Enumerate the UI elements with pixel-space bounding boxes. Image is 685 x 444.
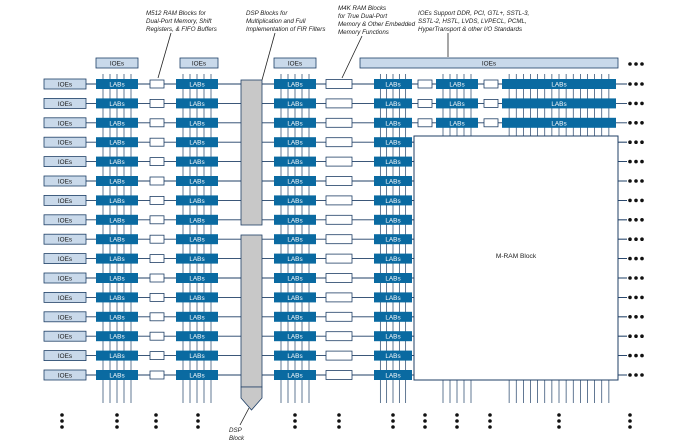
lab-label: LABs bbox=[385, 178, 401, 186]
lab-label: LABs bbox=[449, 100, 465, 108]
lab-label: LABs bbox=[287, 197, 303, 205]
lab-label: LABs bbox=[109, 275, 125, 283]
annotation-ioe-line-3: HyperTransport & other I/O Standards bbox=[418, 26, 523, 33]
lab-label: LABs bbox=[385, 353, 401, 361]
lab-label: LABs bbox=[287, 294, 303, 302]
dsp-block-label-line-2: Block bbox=[229, 435, 245, 442]
annotation-m512-line-1: M512 RAM Blocks for bbox=[146, 10, 206, 17]
m4k-ram-block bbox=[326, 118, 352, 127]
continuation-dot bbox=[557, 413, 561, 417]
lab-label: LABs bbox=[287, 178, 303, 186]
lab-label: LABs bbox=[109, 353, 125, 361]
continuation-dot bbox=[196, 413, 200, 417]
continuation-dot bbox=[634, 354, 638, 358]
top-ioe-label: IOEs bbox=[191, 60, 207, 68]
continuation-dot bbox=[455, 419, 459, 423]
lab-label: LABs bbox=[189, 139, 205, 147]
lab-label: LABs bbox=[109, 314, 125, 322]
continuation-dot bbox=[634, 160, 638, 164]
lab-label: LABs bbox=[551, 120, 567, 128]
leader-line-m4k bbox=[342, 36, 362, 78]
lab-label: LABs bbox=[189, 353, 205, 361]
continuation-dot bbox=[628, 62, 632, 66]
left-ioe-label: IOEs bbox=[57, 178, 73, 186]
leader-line-dsp bbox=[262, 33, 275, 80]
continuation-dot bbox=[628, 296, 632, 300]
lab-label: LABs bbox=[287, 217, 303, 225]
continuation-dot bbox=[634, 121, 638, 125]
m4k-ram-block bbox=[326, 99, 352, 108]
lab-label: LABs bbox=[287, 236, 303, 244]
dsp-block-continuation bbox=[241, 387, 262, 410]
continuation-dot bbox=[337, 413, 341, 417]
m4k-ram-block bbox=[326, 312, 352, 321]
lab-label: LABs bbox=[189, 217, 205, 225]
m4k-ram-block bbox=[326, 138, 352, 147]
m512-ram-block bbox=[150, 293, 164, 301]
continuation-dot bbox=[293, 419, 297, 423]
left-ioe-label: IOEs bbox=[57, 372, 73, 380]
lab-label: LABs bbox=[189, 81, 205, 89]
top-ioe-label: IOEs bbox=[481, 60, 497, 68]
lab-label: LABs bbox=[449, 120, 465, 128]
lab-label: LABs bbox=[287, 275, 303, 283]
lab-label: LABs bbox=[287, 100, 303, 108]
annotation-dsp-line-1: DSP Blocks for bbox=[246, 10, 288, 17]
m4k-ram-block bbox=[326, 332, 352, 341]
continuation-dot bbox=[628, 218, 632, 222]
annotation-m512 bbox=[146, 10, 217, 33]
left-ioe-label: IOEs bbox=[57, 100, 73, 108]
continuation-dot bbox=[196, 425, 200, 429]
continuation-dot bbox=[634, 218, 638, 222]
continuation-dot bbox=[337, 425, 341, 429]
continuation-dot bbox=[640, 276, 644, 280]
continuation-dot bbox=[488, 419, 492, 423]
continuation-dot bbox=[640, 82, 644, 86]
m4k-ram-block bbox=[326, 274, 352, 283]
continuation-dot bbox=[634, 237, 638, 241]
dsp-block bbox=[241, 235, 262, 387]
lab-label: LABs bbox=[385, 139, 401, 147]
lab-label: LABs bbox=[109, 256, 125, 264]
lab-label: LABs bbox=[189, 178, 205, 186]
continuation-dot bbox=[640, 218, 644, 222]
continuation-dot bbox=[634, 315, 638, 319]
m4k-ram-block bbox=[326, 254, 352, 263]
left-ioe-label: IOEs bbox=[57, 333, 73, 341]
continuation-dot bbox=[628, 425, 632, 429]
m4k-ram-block bbox=[326, 80, 352, 89]
m4k-ram-block bbox=[326, 215, 352, 224]
lab-label: LABs bbox=[385, 314, 401, 322]
lab-label: LABs bbox=[189, 372, 205, 380]
lab-label: LABs bbox=[189, 197, 205, 205]
top-ioe-label: IOEs bbox=[109, 60, 125, 68]
continuation-dot bbox=[640, 237, 644, 241]
lab-label: LABs bbox=[287, 139, 303, 147]
continuation-dot bbox=[628, 82, 632, 86]
continuation-dot bbox=[628, 419, 632, 423]
continuation-dot bbox=[115, 425, 119, 429]
annotation-ioe-line-1: IOEs Support DDR, PCI, GTL+, SSTL-3, bbox=[418, 10, 530, 17]
left-ioe-label: IOEs bbox=[57, 139, 73, 147]
continuation-dot bbox=[634, 296, 638, 300]
left-ioe-label: IOEs bbox=[57, 275, 73, 283]
m512-ram-block bbox=[150, 216, 164, 224]
continuation-dot bbox=[640, 199, 644, 203]
lab-label: LABs bbox=[109, 100, 125, 108]
continuation-dot bbox=[628, 179, 632, 183]
continuation-dot bbox=[640, 102, 644, 106]
continuation-dot bbox=[391, 413, 395, 417]
continuation-dot bbox=[628, 257, 632, 261]
left-ioe-label: IOEs bbox=[57, 159, 73, 167]
left-ioe-label: IOEs bbox=[57, 197, 73, 205]
annotation-m4k-line-2: for True Dual-Port bbox=[338, 13, 388, 20]
continuation-dot bbox=[628, 102, 632, 106]
lab-label: LABs bbox=[385, 294, 401, 302]
continuation-dot bbox=[628, 121, 632, 125]
m512-ram-block bbox=[150, 158, 164, 166]
continuation-dot bbox=[634, 179, 638, 183]
continuation-dot bbox=[60, 419, 64, 423]
annotation-m4k-line-3: Memory & Other Embedded bbox=[338, 21, 416, 28]
lab-label: LABs bbox=[189, 333, 205, 341]
continuation-dot bbox=[634, 199, 638, 203]
continuation-dot bbox=[628, 413, 632, 417]
continuation-dot bbox=[640, 179, 644, 183]
continuation-dot bbox=[337, 419, 341, 423]
top-ioe-label: IOEs bbox=[287, 60, 303, 68]
dsp-block-leader bbox=[240, 408, 249, 425]
annotation-dsp-line-2: Multiplication and Full bbox=[246, 18, 306, 25]
m512-ram-block bbox=[150, 332, 164, 340]
m512-ram-block bbox=[150, 138, 164, 146]
lab-label: LABs bbox=[109, 197, 125, 205]
continuation-dot bbox=[154, 419, 158, 423]
m4k-ram-block bbox=[326, 235, 352, 244]
annotation-ioe-standards bbox=[418, 10, 529, 33]
m512-ram-block bbox=[418, 80, 432, 88]
lab-label: LABs bbox=[449, 81, 465, 89]
lab-label: LABs bbox=[551, 81, 567, 89]
annotation-dsp bbox=[246, 10, 325, 33]
continuation-dot bbox=[391, 425, 395, 429]
lab-label: LABs bbox=[385, 197, 401, 205]
m4k-ram-block bbox=[326, 351, 352, 360]
left-ioe-label: IOEs bbox=[57, 236, 73, 244]
lab-label: LABs bbox=[189, 256, 205, 264]
m512-ram-block bbox=[150, 119, 164, 127]
continuation-dot bbox=[154, 425, 158, 429]
lab-label: LABs bbox=[109, 294, 125, 302]
m512-ram-block bbox=[150, 313, 164, 321]
lab-label: LABs bbox=[385, 372, 401, 380]
continuation-dot bbox=[455, 425, 459, 429]
dsp-block-label-line-1: DSP bbox=[229, 427, 242, 434]
lab-label: LABs bbox=[109, 120, 125, 128]
lab-label: LABs bbox=[287, 256, 303, 264]
continuation-dot bbox=[154, 413, 158, 417]
lab-label: LABs bbox=[385, 217, 401, 225]
m512-ram-block bbox=[150, 352, 164, 360]
continuation-dot bbox=[640, 334, 644, 338]
lab-label: LABs bbox=[287, 333, 303, 341]
continuation-dot bbox=[634, 276, 638, 280]
m4k-ram-block bbox=[326, 293, 352, 302]
lab-label: LABs bbox=[551, 100, 567, 108]
continuation-dot bbox=[488, 413, 492, 417]
continuation-dot bbox=[115, 419, 119, 423]
lab-label: LABs bbox=[385, 275, 401, 283]
continuation-dot bbox=[628, 334, 632, 338]
annotation-m512-line-3: Registers, & FIFO Buffers bbox=[146, 26, 217, 33]
continuation-dot bbox=[640, 373, 644, 377]
left-ioe-label: IOEs bbox=[57, 353, 73, 361]
m512-ram-block bbox=[418, 119, 432, 127]
continuation-dot bbox=[196, 419, 200, 423]
m512-ram-block bbox=[484, 99, 498, 107]
lab-label: LABs bbox=[109, 236, 125, 244]
m512-ram-block bbox=[484, 80, 498, 88]
lab-label: LABs bbox=[385, 333, 401, 341]
continuation-dot bbox=[634, 334, 638, 338]
m512-ram-block bbox=[150, 80, 164, 88]
lab-label: LABs bbox=[287, 159, 303, 167]
m512-ram-block bbox=[150, 255, 164, 263]
m512-ram-block bbox=[150, 274, 164, 282]
continuation-dot bbox=[640, 354, 644, 358]
dsp-block bbox=[241, 80, 262, 225]
continuation-dot bbox=[293, 413, 297, 417]
lab-label: LABs bbox=[189, 159, 205, 167]
continuation-dot bbox=[640, 296, 644, 300]
lab-label: LABs bbox=[109, 81, 125, 89]
annotation-m4k bbox=[338, 5, 416, 36]
continuation-dot bbox=[60, 413, 64, 417]
m512-ram-block bbox=[150, 196, 164, 204]
continuation-dot bbox=[634, 373, 638, 377]
continuation-dot bbox=[634, 62, 638, 66]
m512-ram-block bbox=[484, 119, 498, 127]
lab-label: LABs bbox=[287, 81, 303, 89]
continuation-dot bbox=[640, 257, 644, 261]
continuation-dot bbox=[640, 160, 644, 164]
left-ioe-label: IOEs bbox=[57, 256, 73, 264]
lab-label: LABs bbox=[287, 353, 303, 361]
lab-label: LABs bbox=[109, 178, 125, 186]
continuation-dot bbox=[640, 315, 644, 319]
continuation-dot bbox=[640, 121, 644, 125]
lab-label: LABs bbox=[189, 275, 205, 283]
m512-ram-block bbox=[150, 99, 164, 107]
lab-label: LABs bbox=[109, 159, 125, 167]
left-ioe-label: IOEs bbox=[57, 294, 73, 302]
lab-label: LABs bbox=[385, 256, 401, 264]
m4k-ram-block bbox=[326, 157, 352, 166]
leader-lines bbox=[158, 33, 448, 80]
lab-label: LABs bbox=[109, 333, 125, 341]
lab-label: LABs bbox=[385, 236, 401, 244]
m-ram-block-label: M-RAM Block bbox=[495, 253, 537, 260]
lab-label: LABs bbox=[385, 120, 401, 128]
annotation-m4k-line-4: Memory Functions bbox=[338, 29, 389, 36]
m512-ram-block bbox=[418, 99, 432, 107]
lab-label: LABs bbox=[385, 81, 401, 89]
leader-line-m512 bbox=[158, 33, 171, 78]
m4k-ram-block bbox=[326, 196, 352, 205]
lab-label: LABs bbox=[109, 217, 125, 225]
continuation-dot bbox=[557, 419, 561, 423]
continuation-dot bbox=[634, 82, 638, 86]
lab-label: LABs bbox=[189, 294, 205, 302]
lab-label: LABs bbox=[189, 120, 205, 128]
continuation-dot bbox=[557, 425, 561, 429]
left-ioe-label: IOEs bbox=[57, 217, 73, 225]
lab-label: LABs bbox=[109, 139, 125, 147]
continuation-dot bbox=[640, 140, 644, 144]
annotation-ioe-line-2: SSTL-2, HSTL, LVDS, LVPECL, PCML, bbox=[418, 18, 527, 25]
continuation-dot bbox=[423, 419, 427, 423]
m512-ram-block bbox=[150, 371, 164, 379]
continuation-dot bbox=[628, 354, 632, 358]
lab-label: LABs bbox=[287, 372, 303, 380]
lab-label: LABs bbox=[189, 314, 205, 322]
continuation-dot bbox=[640, 62, 644, 66]
continuation-dot bbox=[628, 160, 632, 164]
m512-ram-block bbox=[150, 177, 164, 185]
m4k-ram-block bbox=[326, 177, 352, 186]
continuation-dot bbox=[628, 315, 632, 319]
continuation-dot bbox=[488, 425, 492, 429]
lab-label: LABs bbox=[189, 100, 205, 108]
m4k-ram-block bbox=[326, 371, 352, 380]
continuation-dot bbox=[60, 425, 64, 429]
left-ioe-label: IOEs bbox=[57, 81, 73, 89]
continuation-dot bbox=[628, 140, 632, 144]
continuation-dot bbox=[423, 425, 427, 429]
annotation-dsp-line-3: Implementation of FIR Filters bbox=[246, 26, 326, 33]
left-ioe-label: IOEs bbox=[57, 120, 73, 128]
continuation-dot bbox=[455, 413, 459, 417]
lab-label: LABs bbox=[385, 100, 401, 108]
continuation-dot bbox=[634, 257, 638, 261]
lab-label: LABs bbox=[109, 372, 125, 380]
continuation-dot bbox=[634, 140, 638, 144]
continuation-dot bbox=[628, 373, 632, 377]
lab-label: LABs bbox=[189, 236, 205, 244]
continuation-dot bbox=[115, 413, 119, 417]
lab-label: LABs bbox=[385, 159, 401, 167]
continuation-dot bbox=[628, 199, 632, 203]
annotation-m4k-line-1: M4K RAM Blocks bbox=[338, 5, 387, 12]
lab-label: LABs bbox=[287, 314, 303, 322]
continuation-dot bbox=[423, 413, 427, 417]
continuation-dot bbox=[391, 419, 395, 423]
continuation-dot bbox=[628, 237, 632, 241]
m512-ram-block bbox=[150, 235, 164, 243]
lab-label: LABs bbox=[287, 120, 303, 128]
continuation-dot bbox=[293, 425, 297, 429]
left-ioe-label: IOEs bbox=[57, 314, 73, 322]
continuation-dot bbox=[634, 102, 638, 106]
continuation-dot bbox=[628, 276, 632, 280]
annotation-m512-line-2: Dual-Port Memory, Shift bbox=[146, 18, 212, 25]
